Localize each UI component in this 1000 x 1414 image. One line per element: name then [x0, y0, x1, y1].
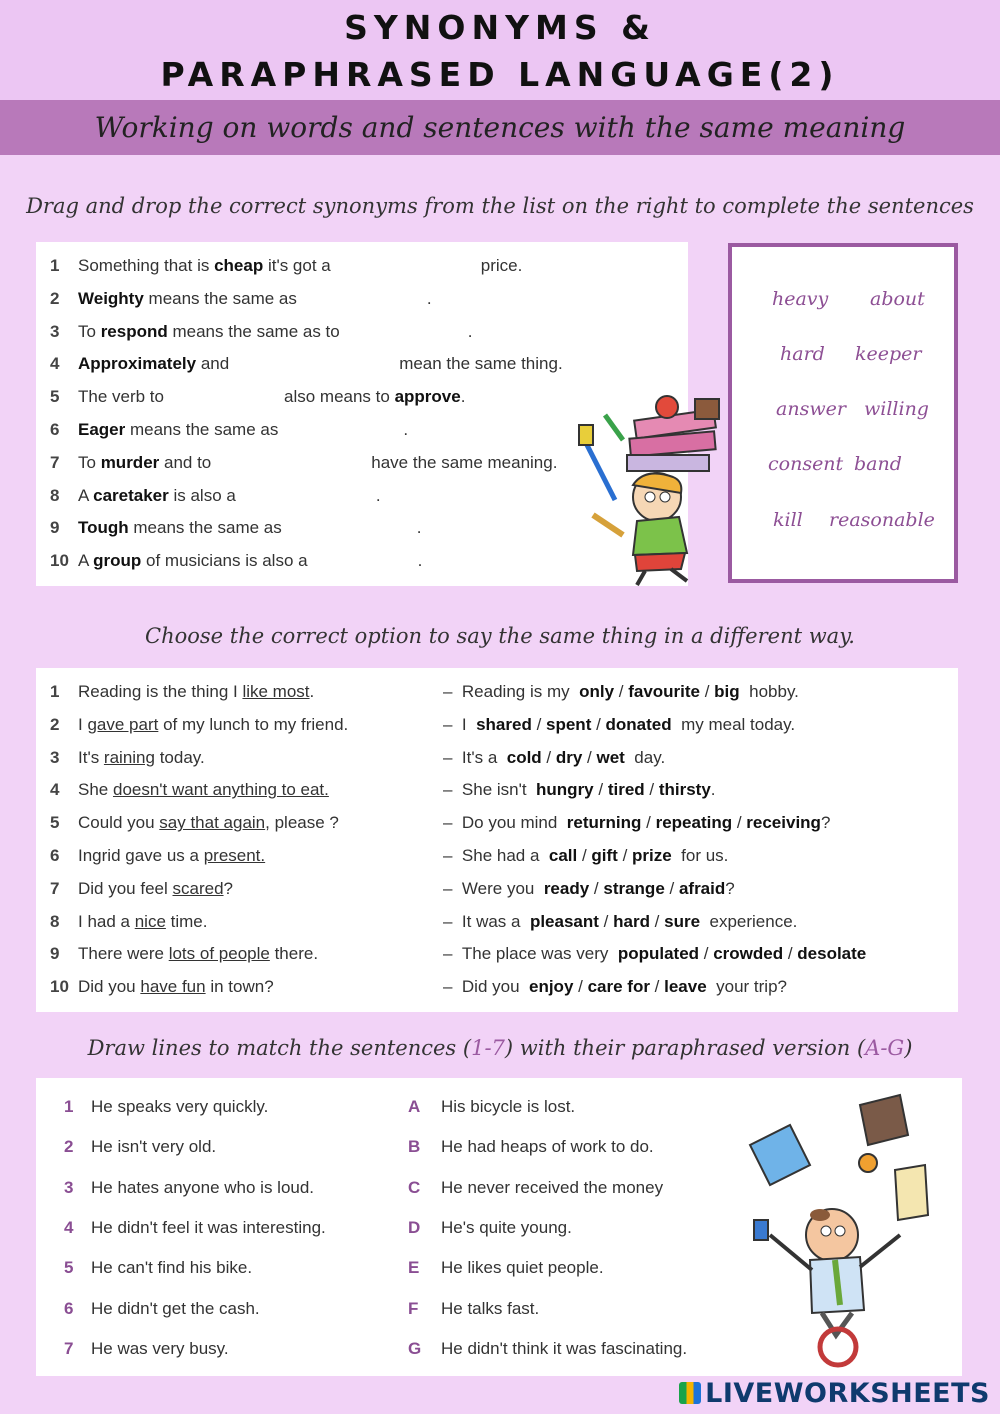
sentence-text: Ingrid gave us a [78, 846, 204, 865]
match-sentence-left[interactable]: He didn't feel it was interesting. [91, 1217, 326, 1237]
keyword: Tough [78, 518, 129, 538]
sentence-text: for us. [681, 846, 729, 865]
sentence-text: It was a [461, 911, 521, 931]
keyword: group [93, 551, 142, 571]
option-choice[interactable]: crowded [713, 944, 784, 964]
option-separator: / [641, 813, 656, 833]
section3-range-letters: A-G [865, 1036, 905, 1060]
original-sentence [78, 912, 207, 932]
underlined-phrase: like most [242, 682, 310, 701]
item-number: 2 [50, 288, 60, 308]
sentence-text: I had a [78, 911, 135, 931]
sentence-text: there. [269, 944, 319, 964]
option-choice[interactable]: big [714, 682, 740, 701]
draggable-word[interactable]: heavy [772, 288, 829, 310]
item-number: 8 [50, 911, 60, 931]
underlined-phrase: present. [203, 846, 266, 865]
match-sentence-left[interactable]: He was very busy. [91, 1338, 229, 1358]
option-choice[interactable]: repeating [655, 813, 733, 833]
paraphrase-sentence [443, 682, 799, 702]
match-letter: G [408, 1338, 422, 1358]
sentence-text: Something that is [78, 256, 215, 275]
option-separator: / [598, 911, 614, 931]
dash: – [443, 747, 462, 767]
match-sentence-left[interactable]: He didn't get the cash. [91, 1298, 260, 1318]
dash: – [443, 682, 462, 701]
keyword: Weighty [78, 288, 144, 308]
keyword: respond [100, 321, 168, 341]
original-sentence [78, 977, 274, 997]
item-number: 1 [50, 256, 60, 275]
draggable-word[interactable]: answer [776, 398, 846, 420]
section2-instruction: Choose the correct option to say the same thing in a different way. [145, 624, 855, 648]
sentence-row [78, 387, 465, 407]
draggable-word[interactable]: willing [864, 398, 929, 420]
item-number: 9 [50, 518, 60, 538]
sentence-text: and [196, 354, 230, 374]
option-choice[interactable]: hard [613, 911, 650, 931]
keyword: approve [394, 387, 461, 407]
sentence-text: have the same meaning. [371, 452, 558, 472]
item-number: 5 [50, 813, 60, 833]
option-choice[interactable]: enjoy [529, 977, 574, 997]
paraphrase-sentence [443, 813, 830, 833]
sentence-text: Reading is my [461, 682, 570, 701]
sentence-text: I [78, 714, 88, 734]
option-choice[interactable]: donated [605, 714, 672, 734]
underlined-phrase: nice [134, 911, 166, 931]
dash: – [443, 977, 462, 997]
sentence-text: She isn't [461, 780, 527, 800]
logo-text: LIVEWORKSHEETS [705, 1378, 990, 1409]
option-choice[interactable]: populated [617, 944, 700, 964]
title-line-1: SYNONYMS & [344, 8, 656, 47]
sentence-text: and to [159, 452, 212, 472]
option-separator: / [582, 747, 597, 767]
sentence-text: Did you [78, 977, 141, 997]
underlined-phrase: have fun [140, 977, 206, 997]
sentence-text: ? [725, 878, 735, 898]
item-number: 7 [50, 878, 60, 898]
sentence-text: means the same as [128, 518, 282, 538]
sentence-text: It's [78, 747, 104, 767]
option-choice[interactable]: receiving [746, 813, 821, 833]
sentence-row [78, 289, 432, 309]
sentence-text: means the same as [143, 288, 297, 308]
option-choice[interactable]: shared [476, 714, 532, 734]
keyword: Approximately [78, 354, 197, 374]
sentence-text: . [460, 387, 466, 407]
sentence-text: of my lunch to my friend. [158, 714, 349, 734]
paraphrase-sentence [443, 715, 795, 735]
original-sentence [78, 780, 329, 800]
match-sentence-right[interactable]: He didn't think it was fascinating. [441, 1338, 688, 1358]
original-sentence [78, 944, 318, 964]
sentence-text: . [309, 682, 315, 701]
match-sentence-left[interactable]: He isn't very old. [91, 1137, 217, 1157]
option-separator: / [617, 846, 633, 865]
draggable-word[interactable]: keeper [855, 343, 922, 365]
option-choice[interactable]: pleasant [529, 911, 599, 931]
match-letter: E [408, 1258, 420, 1278]
sentence-text: Could you [78, 813, 160, 833]
match-number: 5 [64, 1258, 74, 1278]
sentence-text: also means to [284, 387, 395, 407]
option-choice[interactable]: returning [566, 813, 642, 833]
sentence-text: To [78, 321, 101, 341]
sentence-text: hobby. [749, 682, 799, 701]
sentence-text: Reading is the thing I [78, 682, 243, 701]
sentence-row [78, 551, 422, 571]
sentence-text: A [78, 485, 94, 505]
match-number: 1 [64, 1097, 74, 1116]
match-sentence-left[interactable]: He hates anyone who is loud. [91, 1177, 315, 1197]
option-choice[interactable]: tired [607, 780, 645, 800]
paraphrase-sentence [443, 748, 665, 768]
sentence-text: . [426, 288, 432, 308]
match-letter: A [408, 1097, 421, 1116]
option-separator: / [573, 977, 588, 997]
title-banner [0, 0, 1000, 100]
option-choice[interactable]: call [548, 846, 578, 865]
paraphrase-sentence [443, 977, 787, 997]
option-separator: / [589, 878, 604, 898]
item-number: 3 [50, 747, 60, 767]
match-number: 7 [64, 1338, 74, 1358]
draggable-word[interactable]: reasonable [829, 509, 935, 531]
original-sentence [78, 748, 205, 768]
dash: – [443, 714, 462, 734]
option-choice[interactable]: prize [632, 846, 672, 865]
juggling-businessman-illustration [740, 1085, 930, 1370]
sentence-text: There were [78, 944, 169, 964]
sentence-text: Did you feel [78, 878, 173, 898]
match-letter: C [408, 1177, 421, 1197]
option-separator: / [783, 944, 798, 964]
draggable-word[interactable]: kill [773, 509, 803, 531]
option-choice[interactable]: afraid [678, 878, 726, 898]
sentence-text: . [417, 551, 423, 571]
option-separator: / [699, 944, 714, 964]
section3-range-numbers: 1-7 [471, 1036, 505, 1060]
option-separator: / [649, 977, 665, 997]
item-number: 7 [50, 452, 60, 472]
sentence-text: your trip? [716, 977, 787, 997]
item-number: 1 [50, 682, 60, 701]
match-sentence-right[interactable]: His bicycle is lost. [441, 1097, 576, 1116]
sentence-text: She [78, 780, 113, 800]
option-separator: / [614, 682, 629, 701]
original-sentence [78, 813, 339, 833]
dash: – [443, 911, 462, 931]
option-separator: / [577, 846, 592, 865]
sentence-text: The verb to [78, 387, 164, 407]
sentence-row [78, 354, 563, 374]
sentence-row [78, 420, 408, 440]
sentence-row [78, 518, 421, 538]
sentence-row [78, 256, 522, 276]
sentence-text: Do you mind [461, 813, 558, 833]
sentence-text: my meal today. [681, 714, 796, 734]
match-letter: B [408, 1137, 421, 1157]
item-number: 9 [50, 944, 60, 964]
item-number: 6 [50, 420, 60, 439]
keyword: Eager [78, 420, 126, 439]
option-choice[interactable]: spent [546, 714, 592, 734]
sentence-text: time. [165, 911, 208, 931]
option-separator: / [531, 714, 547, 734]
original-sentence [78, 879, 233, 899]
match-letter: F [408, 1298, 419, 1318]
paraphrase-sentence [443, 780, 716, 800]
dash: – [443, 813, 462, 833]
underlined-phrase: doesn't want anything to eat. [112, 780, 329, 800]
section3-instruction [0, 1036, 1000, 1060]
original-sentence [78, 715, 348, 735]
sentence-text: . [416, 518, 422, 538]
item-number: 10 [50, 551, 69, 571]
draggable-word[interactable]: about [870, 288, 925, 310]
sentence-text: . [710, 780, 716, 800]
item-number: 5 [50, 387, 60, 407]
sentence-text: it's got a [263, 256, 331, 275]
option-choice[interactable]: leave [664, 977, 707, 997]
underlined-phrase: gave part [87, 714, 159, 734]
option-choice[interactable]: gift [591, 846, 618, 865]
sentence-text: in town? [205, 977, 274, 997]
paraphrase-sentence [443, 879, 735, 899]
item-number: 3 [50, 321, 60, 341]
option-choice[interactable]: ready [543, 878, 590, 898]
sentence-row [78, 322, 472, 342]
sentence-text: Did you [461, 977, 520, 997]
sentence-text: I [461, 714, 467, 734]
sentence-text: She had a [461, 846, 540, 865]
draggable-word[interactable]: band [854, 453, 902, 475]
sentence-text: ? [223, 878, 233, 898]
option-separator: / [649, 911, 665, 931]
paraphrase-sentence [443, 944, 866, 964]
option-choice[interactable]: sure [664, 911, 701, 931]
sentence-row [78, 486, 381, 506]
option-separator: / [644, 780, 659, 800]
match-sentence-right[interactable]: He talks fast. [441, 1298, 540, 1318]
sentence-text: , please ? [265, 813, 339, 833]
underlined-phrase: scared [172, 878, 224, 898]
option-separator: / [700, 682, 715, 701]
keyword: caretaker [93, 485, 169, 505]
item-number: 8 [50, 485, 60, 505]
sentence-text: It's a [461, 747, 498, 767]
keyword: cheap [214, 256, 264, 275]
option-choice[interactable]: only [579, 682, 615, 701]
sentence-text: today. [154, 747, 205, 767]
option-choice[interactable]: cold [506, 747, 542, 767]
sentence-text: mean the same thing. [399, 354, 563, 374]
match-letter: D [408, 1217, 421, 1237]
dash: – [443, 944, 462, 964]
logo-icon [679, 1382, 701, 1404]
underlined-phrase: raining [103, 747, 155, 767]
item-number: 2 [50, 714, 60, 734]
match-sentence-left[interactable]: He speaks very quickly. [91, 1097, 269, 1116]
paraphrase-sentence [443, 846, 728, 866]
sentence-text: of musicians is also a [141, 551, 308, 571]
sentence-text: . [403, 420, 409, 439]
sentence-text: . [467, 321, 473, 341]
match-sentence-right[interactable]: He never received the money [441, 1177, 664, 1197]
draggable-word[interactable]: consent [768, 453, 844, 475]
match-number: 4 [64, 1217, 74, 1237]
match-sentence-left[interactable]: He can't find his bike. [91, 1258, 253, 1278]
liveworksheets-logo [679, 1378, 990, 1410]
student-books-illustration [575, 385, 735, 590]
match-sentence-right[interactable]: He's quite young. [441, 1217, 572, 1237]
option-choice[interactable]: desolate [797, 944, 867, 964]
sentence-text: Were you [461, 878, 535, 898]
draggable-word[interactable]: hard [780, 343, 825, 365]
underlined-phrase: say that again [159, 813, 266, 833]
option-choice[interactable]: hungry [536, 780, 594, 800]
option-separator: / [664, 878, 679, 898]
sentence-row [78, 453, 557, 473]
sentence-text: day. [634, 747, 666, 767]
item-number: 4 [50, 354, 60, 374]
option-separator: / [591, 714, 606, 734]
sentence-text: means the same as to [167, 321, 340, 341]
keyword: murder [100, 452, 160, 472]
item-number: 4 [50, 780, 60, 800]
section3-instruction-part: ) with their paraphrased version ( [504, 1036, 866, 1060]
item-number: 6 [50, 846, 60, 865]
dash: – [443, 878, 462, 898]
paraphrase-sentence [443, 912, 797, 932]
option-separator: / [593, 780, 608, 800]
sentence-text: To [78, 452, 101, 472]
sentence-text: . [375, 485, 381, 505]
dash: – [443, 846, 462, 865]
sentence-text: ? [820, 813, 831, 833]
option-choice[interactable]: thirsty [658, 780, 711, 800]
sentence-text: The place was very [461, 944, 609, 964]
match-number: 2 [64, 1137, 74, 1157]
option-separator: / [732, 813, 747, 833]
match-sentence-right[interactable]: He had heaps of work to do. [441, 1137, 654, 1157]
item-number: 10 [50, 977, 69, 997]
option-choice[interactable]: wet [596, 747, 625, 767]
section3-instruction-part: Draw lines to match the sentences ( [87, 1036, 472, 1060]
option-separator: / [541, 747, 556, 767]
title-line-2: PARAPHRASED LANGUAGE(2) [160, 55, 840, 94]
original-sentence [78, 682, 314, 702]
section1-instruction: Drag and drop the correct synonyms from the list on the right to complete the sentences [26, 194, 974, 218]
underlined-phrase: lots of people [168, 944, 270, 964]
sentence-text: A [78, 551, 94, 571]
option-choice[interactable]: dry [555, 747, 583, 767]
option-choice[interactable]: care for [587, 977, 650, 997]
match-number: 3 [64, 1177, 74, 1197]
original-sentence [78, 846, 265, 866]
match-number: 6 [64, 1298, 74, 1318]
sentence-text: experience. [709, 911, 798, 931]
dash: – [443, 780, 462, 800]
option-choice[interactable]: strange [603, 878, 665, 898]
section3-instruction-part: ) [904, 1036, 913, 1060]
sentence-text: means the same as [125, 420, 279, 439]
sentence-text: is also a [168, 485, 236, 505]
option-choice[interactable]: favourite [628, 682, 700, 701]
sentence-text: price. [480, 256, 523, 275]
subtitle-bar: Working on words and sentences with the same meaning [0, 100, 1000, 155]
match-sentence-right[interactable]: He likes quiet people. [441, 1258, 604, 1278]
